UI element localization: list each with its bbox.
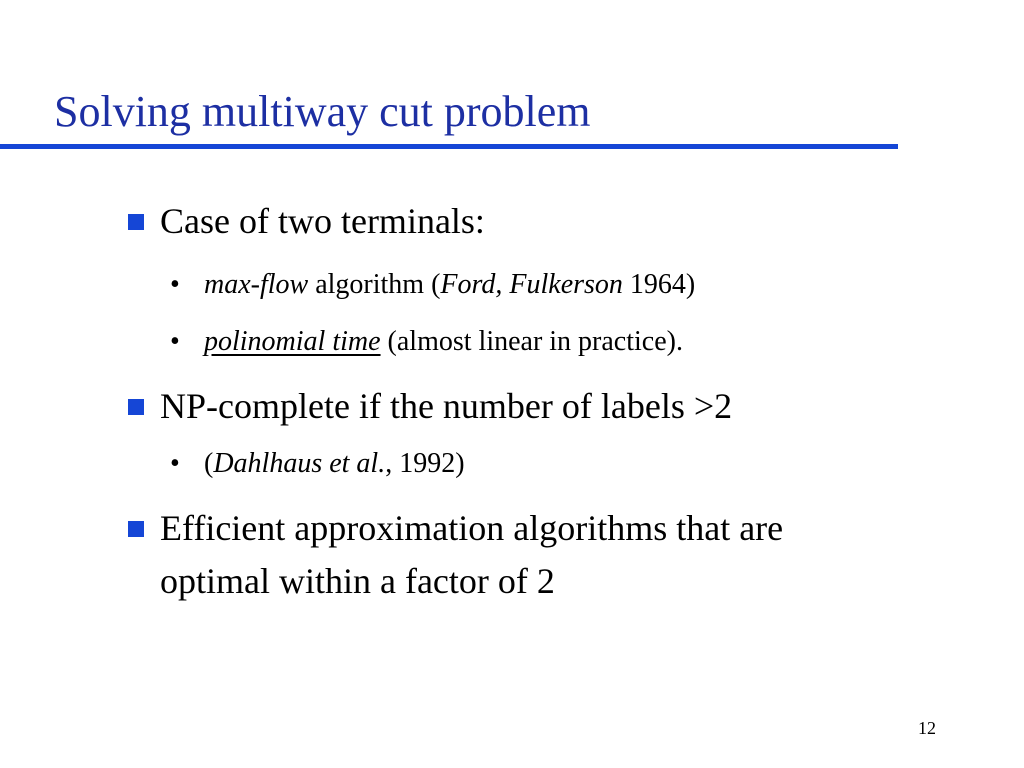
page-number: 12 xyxy=(918,718,936,738)
term-polinomial-time: polinomial time xyxy=(204,326,381,357)
text-fragment: algorithm ( xyxy=(308,269,441,300)
sub-bullet-text xyxy=(204,447,465,481)
square-bullet-icon xyxy=(128,214,144,230)
dot-bullet-icon: • xyxy=(170,326,180,357)
sub-bullet-text xyxy=(204,268,695,302)
text-fragment: ( xyxy=(204,448,214,479)
bullet-text-line-2: optimal within a factor of 2 xyxy=(160,561,555,601)
citation-authors: Ford, Fulkerson xyxy=(440,269,623,300)
term-max-flow: max-flow xyxy=(204,269,309,300)
dot-bullet-icon: • xyxy=(170,269,180,300)
text-fragment: (almost linear in practice). xyxy=(380,326,683,357)
slide-title: Solving multiway cut problem xyxy=(54,87,591,136)
text-fragment: , 1992) xyxy=(385,448,465,479)
bullet-text: NP-complete if the number of labels >2 xyxy=(160,386,733,426)
square-bullet-icon xyxy=(128,399,144,415)
square-bullet-icon xyxy=(128,521,144,537)
bullet-text: Case of two terminals: xyxy=(160,201,485,241)
dot-bullet-icon: • xyxy=(170,448,180,479)
bullet-text-line-1: Efficient approximation algorithms that are xyxy=(160,508,784,548)
text-fragment: 1964) xyxy=(622,269,696,300)
citation-authors: Dahlhaus et al. xyxy=(213,448,386,479)
sub-bullet-text xyxy=(204,325,683,359)
